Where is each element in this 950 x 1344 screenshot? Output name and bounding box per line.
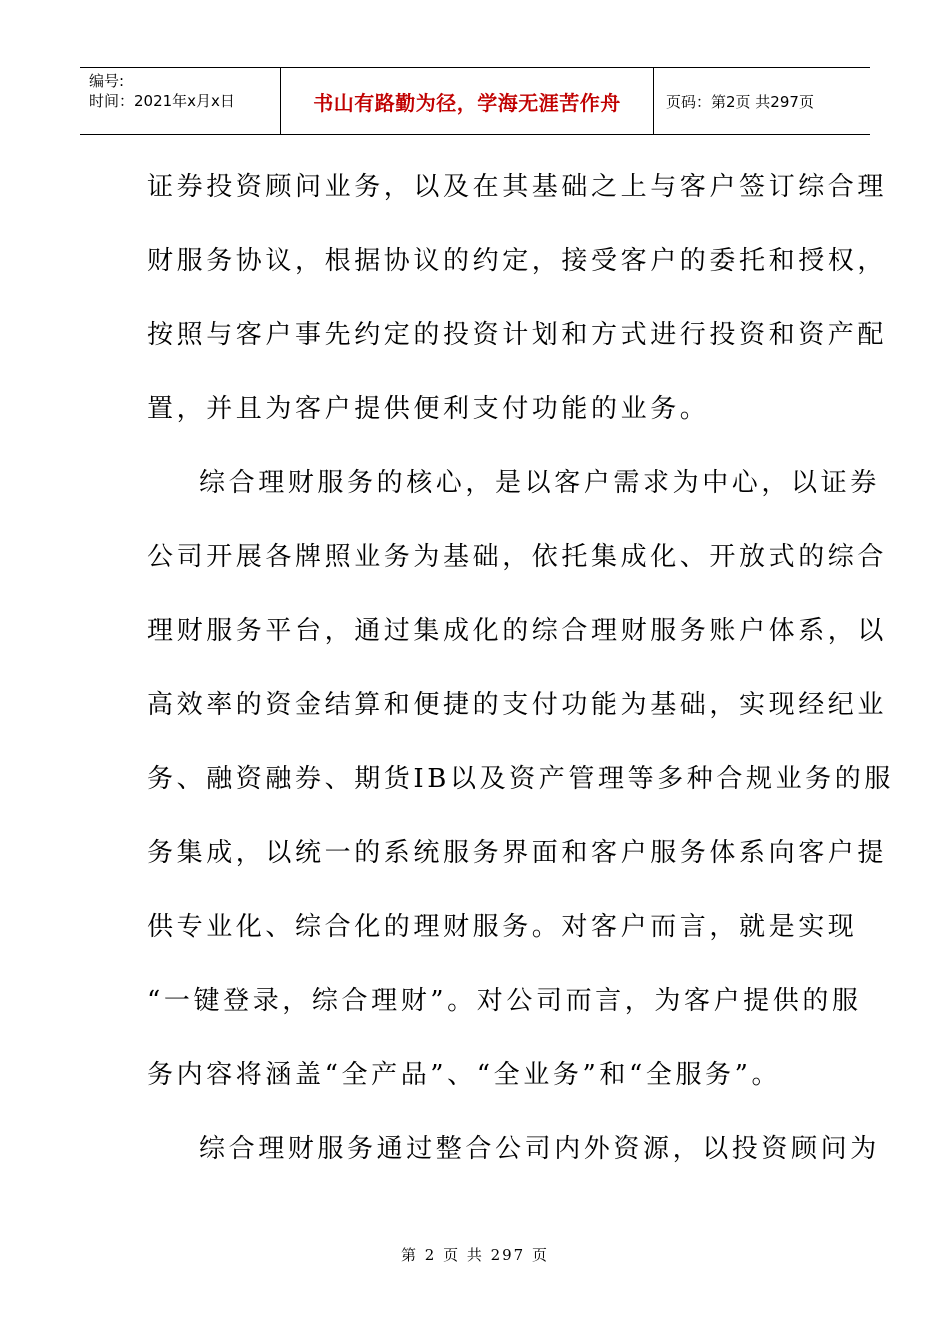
header-motto: 书山有路勤为径，学海无涯苦作舟 [280,68,654,134]
body-line: 务、融资融券、期货IB以及资产管理等多种合规业务的服 [147,764,894,794]
body-line: 高效率的资金结算和便捷的支付功能为基础，实现经纪业 [147,690,888,720]
body-line: 务集成，以统一的系统服务界面和客户服务体系向客户提 [147,838,888,868]
body-line: 务内容将涵盖“全产品”、“全业务”和“全服务”。 [147,1060,782,1090]
body-line: 理财服务平台，通过集成化的综合理财服务账户体系，以 [147,616,888,646]
body-line: 财服务协议，根据协议的约定，接受客户的委托和授权， [147,246,888,276]
header-meta [80,68,280,134]
document-date: 时间：2021年x月x日 [89,92,235,110]
page-footer: 第 2 页 共 297 页 [400,1246,549,1264]
header-page-code: 页码：第2页 共297页 [666,92,814,111]
document-number-label: 编号: [89,72,125,90]
page-header [80,67,870,135]
document-body [147,150,894,1186]
body-line: 综合理财服务的核心，是以客户需求为中心，以证券 [199,468,880,498]
body-line: 置，并且为客户提供便利支付功能的业务。 [147,394,710,424]
body-line: “一键登录，综合理财”。对公司而言，为客户提供的服 [147,986,862,1016]
body-line: 供专业化、综合化的理财服务。对客户而言，就是实现 [147,912,858,942]
body-line: 公司开展各牌照业务为基础，依托集成化、开放式的综合 [147,542,888,572]
body-line: 按照与客户事先约定的投资计划和方式进行投资和资产配 [147,320,888,350]
body-line: 综合理财服务通过整合公司内外资源，以投资顾问为 [199,1134,880,1164]
body-line: 证券投资顾问业务，以及在其基础之上与客户签订综合理 [147,172,888,202]
